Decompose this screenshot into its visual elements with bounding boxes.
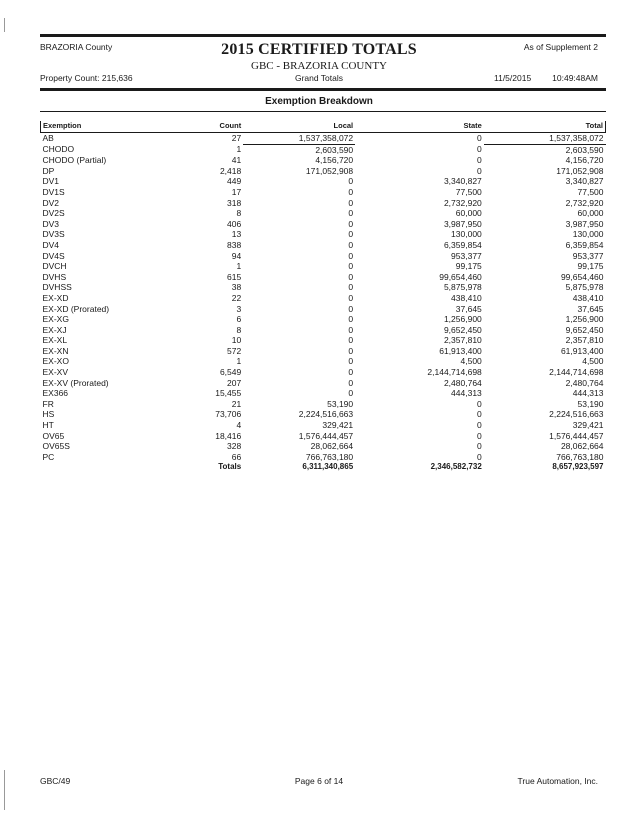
cell-local: 1,576,444,457	[298, 430, 354, 441]
cell-total: 2,480,764	[565, 377, 604, 388]
cell-count: 1	[236, 356, 242, 367]
cell-exemption: DP	[42, 165, 55, 176]
table-row	[41, 251, 606, 262]
cell-total: 766,763,180	[556, 451, 604, 462]
table-row	[41, 240, 606, 251]
table-row	[41, 208, 606, 219]
cell-count: 615	[227, 271, 242, 282]
cell-exemption: HT	[42, 420, 54, 431]
table-row	[41, 409, 606, 420]
cell-count: 10	[231, 335, 242, 346]
cell-exemption: DV2	[42, 197, 60, 208]
cell-local: 0	[348, 388, 354, 399]
table-row	[41, 176, 606, 187]
column-header-exemption: Exemption	[41, 121, 162, 133]
cell-total: 1,537,358,072	[484, 133, 606, 145]
cell-count: 572	[227, 345, 242, 356]
cell-local: 0	[348, 250, 354, 261]
page-subtitle: GBC - BRAZORIA COUNTY	[251, 60, 387, 72]
cell-total: 3,987,950	[565, 218, 604, 229]
cell-total: 2,603,590	[565, 144, 604, 155]
cell-state: 3,987,950	[443, 218, 482, 229]
cell-state: 5,875,978	[443, 282, 482, 293]
table-row	[41, 420, 606, 431]
cell-total: 329,421	[572, 420, 604, 431]
column-header-count: Count	[161, 121, 243, 133]
cell-state: 2,480,764	[443, 377, 482, 388]
cell-count: 838	[227, 239, 242, 250]
cell-exemption: AB	[42, 133, 54, 144]
table-row	[41, 346, 606, 357]
cell-local: 28,062,664	[310, 441, 354, 452]
table-row	[41, 431, 606, 442]
cell-exemption: EX-XV (Prorated)	[42, 377, 109, 388]
table-row	[41, 282, 606, 293]
cell-total: 2,144,714,698	[549, 367, 604, 378]
exemption-table	[40, 121, 606, 473]
cell-exemption: EX366	[42, 388, 69, 399]
cell-state: 0	[477, 144, 482, 155]
cell-count: 15,455	[215, 388, 242, 399]
cell-local: 0	[348, 377, 354, 388]
cell-count: 3	[236, 303, 242, 314]
cell-count: 4	[236, 420, 242, 431]
cell-state: 99,654,460	[439, 271, 482, 282]
cell-local: 0	[348, 271, 354, 282]
cell-local: 0	[348, 239, 354, 250]
cell-total: 438,410	[572, 292, 604, 303]
cell-exemption: DV4S	[42, 250, 65, 261]
cell-state: 0	[477, 441, 482, 452]
cell-exemption: EX-XD (Prorated)	[42, 303, 110, 314]
cell-exemption: EX-XV	[42, 367, 69, 378]
cell-count: 41	[231, 155, 242, 166]
section-title: Exemption Breakdown	[265, 96, 373, 107]
cell-total: 4,500	[582, 356, 604, 367]
table-row	[41, 272, 606, 283]
cell-state: 2,732,920	[443, 197, 482, 208]
cell-total: 444,313	[572, 388, 604, 399]
cell-total: 37,645	[577, 303, 604, 314]
cell-total: 2,224,516,663	[549, 409, 604, 420]
cell-total: 61,913,400	[560, 345, 604, 356]
cell-local: 0	[348, 292, 354, 303]
totals-label: Totals	[218, 462, 242, 472]
cell-local: 0	[348, 314, 354, 325]
header-rule-bottom	[40, 88, 606, 91]
cell-count: 318	[227, 197, 242, 208]
table-row	[41, 187, 606, 198]
cell-state: 0	[477, 155, 482, 166]
cell-local: 0	[348, 345, 354, 356]
cell-state: 1,256,900	[443, 314, 482, 325]
cell-local: 0	[348, 335, 354, 346]
cell-local: 0	[348, 229, 354, 240]
table-row	[41, 388, 606, 399]
cell-total: 60,000	[577, 208, 604, 219]
cell-count: 207	[227, 377, 242, 388]
table-row	[41, 229, 606, 240]
table-body	[41, 133, 606, 463]
cell-local: 2,603,590	[315, 144, 354, 155]
cell-count: 17	[231, 186, 242, 197]
cell-count: 27	[231, 133, 242, 144]
cell-local: 1,537,358,072	[243, 133, 355, 145]
margin-mark-top	[4, 18, 5, 32]
cell-total: 9,652,450	[565, 324, 604, 335]
cell-exemption: DV1	[42, 176, 60, 187]
cell-state: 0	[477, 451, 482, 462]
table-row	[41, 304, 606, 315]
cell-count: 8	[236, 324, 242, 335]
cell-local: 171,052,908	[305, 165, 354, 176]
cell-total: 4,156,720	[565, 155, 604, 166]
cell-exemption: DV4	[42, 239, 60, 250]
cell-total: 6,359,854	[565, 239, 604, 250]
cell-exemption: CHODO (Partial)	[42, 155, 107, 166]
supplement-label: As of Supplement 2	[523, 42, 598, 52]
cell-total: 99,654,460	[560, 271, 604, 282]
table-row	[41, 166, 606, 177]
cell-state: 61,913,400	[439, 345, 482, 356]
cell-exemption: EX-XL	[42, 335, 68, 346]
cell-exemption: EX-XJ	[42, 324, 67, 335]
table-row	[41, 219, 606, 230]
cell-state: 2,357,810	[443, 335, 482, 346]
cell-state: 37,645	[455, 303, 482, 314]
cell-count: 73,706	[215, 409, 242, 420]
cell-state: 2,144,714,698	[427, 367, 482, 378]
cell-local: 0	[348, 367, 354, 378]
cell-local: 766,763,180	[305, 451, 354, 462]
cell-state: 438,410	[451, 292, 482, 303]
grand-totals-label: Grand Totals	[294, 73, 344, 83]
cell-total: 953,377	[572, 250, 604, 261]
cell-local: 0	[348, 186, 354, 197]
cell-count: 6	[236, 314, 242, 325]
cell-total: 130,000	[572, 229, 604, 240]
table-row	[41, 356, 606, 367]
cell-count: 66	[231, 451, 242, 462]
totals-spacer	[41, 462, 162, 473]
cell-state: 0	[477, 398, 482, 409]
totals-local: 6,311,340,865	[302, 462, 354, 472]
cell-exemption: PC	[42, 451, 55, 462]
cell-count: 6,549	[219, 367, 242, 378]
table-row	[41, 335, 606, 346]
cell-count: 18,416	[215, 430, 242, 441]
cell-state: 9,652,450	[443, 324, 482, 335]
cell-exemption: OV65S	[42, 441, 70, 452]
cell-state: 444,313	[451, 388, 482, 399]
cell-exemption: HS	[42, 409, 55, 420]
cell-total: 1,256,900	[565, 314, 604, 325]
cell-local: 0	[348, 208, 354, 219]
table-row	[41, 293, 606, 304]
cell-local: 4,156,720	[315, 155, 354, 166]
cell-state: 6,359,854	[443, 239, 482, 250]
table-row	[41, 325, 606, 336]
table-row	[41, 155, 606, 166]
table-row	[41, 314, 606, 325]
cell-total: 53,190	[577, 398, 604, 409]
cell-exemption: CHODO	[42, 144, 75, 155]
table-row	[41, 367, 606, 378]
cell-total: 5,875,978	[565, 282, 604, 293]
cell-count: 328	[227, 441, 242, 452]
table-row	[41, 261, 606, 272]
cell-state: 130,000	[451, 229, 482, 240]
cell-local: 0	[348, 356, 354, 367]
cell-local: 2,224,516,663	[298, 409, 354, 420]
table-row	[41, 399, 606, 410]
cell-exemption: EX-XN	[42, 345, 69, 356]
cell-count: 94	[231, 250, 242, 261]
cell-state: 77,500	[455, 186, 482, 197]
column-header-local: Local	[243, 121, 355, 133]
cell-exemption: OV65	[42, 430, 65, 441]
cell-total: 2,357,810	[565, 335, 604, 346]
cell-exemption: DV1S	[42, 186, 65, 197]
cell-exemption: DVHSS	[42, 282, 72, 293]
cell-count: 22	[231, 292, 242, 303]
cell-state: 4,500	[460, 356, 482, 367]
property-count: Property Count: 215,636	[40, 73, 133, 83]
cell-local: 0	[348, 324, 354, 335]
footer-vendor: True Automation, Inc.	[517, 776, 598, 786]
table-header-row	[41, 121, 606, 133]
cell-count: 2,418	[219, 165, 242, 176]
table-row	[41, 198, 606, 209]
report-date: 11/5/2015	[494, 73, 532, 83]
cell-exemption: DVHS	[42, 271, 67, 282]
cell-local: 0	[348, 176, 354, 187]
cell-exemption: EX-XD	[42, 292, 69, 303]
section-rule	[40, 111, 606, 112]
cell-total: 99,175	[577, 261, 604, 272]
cell-local: 53,190	[327, 398, 354, 409]
cell-exemption: EX-XG	[42, 314, 69, 325]
cell-count: 406	[227, 218, 242, 229]
cell-count: 38	[231, 282, 242, 293]
cell-local: 0	[348, 282, 354, 293]
cell-total: 2,732,920	[565, 197, 604, 208]
cell-count: 1	[236, 261, 242, 272]
column-header-total: Total	[484, 121, 606, 133]
cell-exemption: DVCH	[42, 261, 67, 272]
cell-count: 449	[227, 176, 242, 187]
totals-state: 2,346,582,732	[430, 462, 482, 472]
cell-count: 8	[236, 208, 242, 219]
cell-total: 171,052,908	[556, 165, 604, 176]
county-label: BRAZORIA County	[40, 42, 113, 52]
cell-state: 0	[477, 165, 482, 176]
table-row	[41, 378, 606, 389]
cell-local: 0	[348, 197, 354, 208]
cell-local: 0	[348, 218, 354, 229]
cell-state: 99,175	[455, 261, 482, 272]
cell-count: 1	[236, 144, 242, 155]
cell-exemption: EX-XO	[42, 356, 69, 367]
table-row	[41, 144, 606, 155]
cell-exemption: DV2S	[42, 208, 65, 219]
cell-total: 28,062,664	[560, 441, 604, 452]
cell-exemption: FR	[42, 398, 54, 409]
page-title: 2015 CERTIFIED TOTALS	[221, 41, 417, 58]
totals-row	[41, 462, 606, 473]
table-row	[41, 452, 606, 463]
cell-local: 0	[348, 303, 354, 314]
table-row	[41, 441, 606, 452]
cell-state: 0	[477, 430, 482, 441]
totals-total: 8,657,923,597	[552, 462, 604, 472]
column-header-state: State	[355, 121, 484, 133]
cell-state: 3,340,827	[443, 176, 482, 187]
cell-total: 1,576,444,457	[549, 430, 604, 441]
cell-total: 77,500	[577, 186, 604, 197]
cell-exemption: DV3S	[42, 229, 65, 240]
cell-state: 0	[477, 420, 482, 431]
header-rule-top	[40, 34, 606, 37]
footer-code: GBC/49	[40, 776, 71, 786]
cell-state: 953,377	[451, 250, 482, 261]
cell-count: 21	[231, 398, 242, 409]
cell-state: 0	[477, 133, 482, 144]
cell-state: 60,000	[455, 208, 482, 219]
cell-state: 0	[477, 409, 482, 420]
table-row	[41, 133, 606, 145]
cell-local: 0	[348, 261, 354, 272]
footer-page-number: Page 6 of 14	[294, 776, 344, 786]
cell-total: 3,340,827	[565, 176, 604, 187]
cell-local: 329,421	[322, 420, 354, 431]
cell-count: 13	[231, 229, 242, 240]
cell-exemption: DV3	[42, 218, 60, 229]
report-time: 10:49:48AM	[552, 73, 598, 83]
